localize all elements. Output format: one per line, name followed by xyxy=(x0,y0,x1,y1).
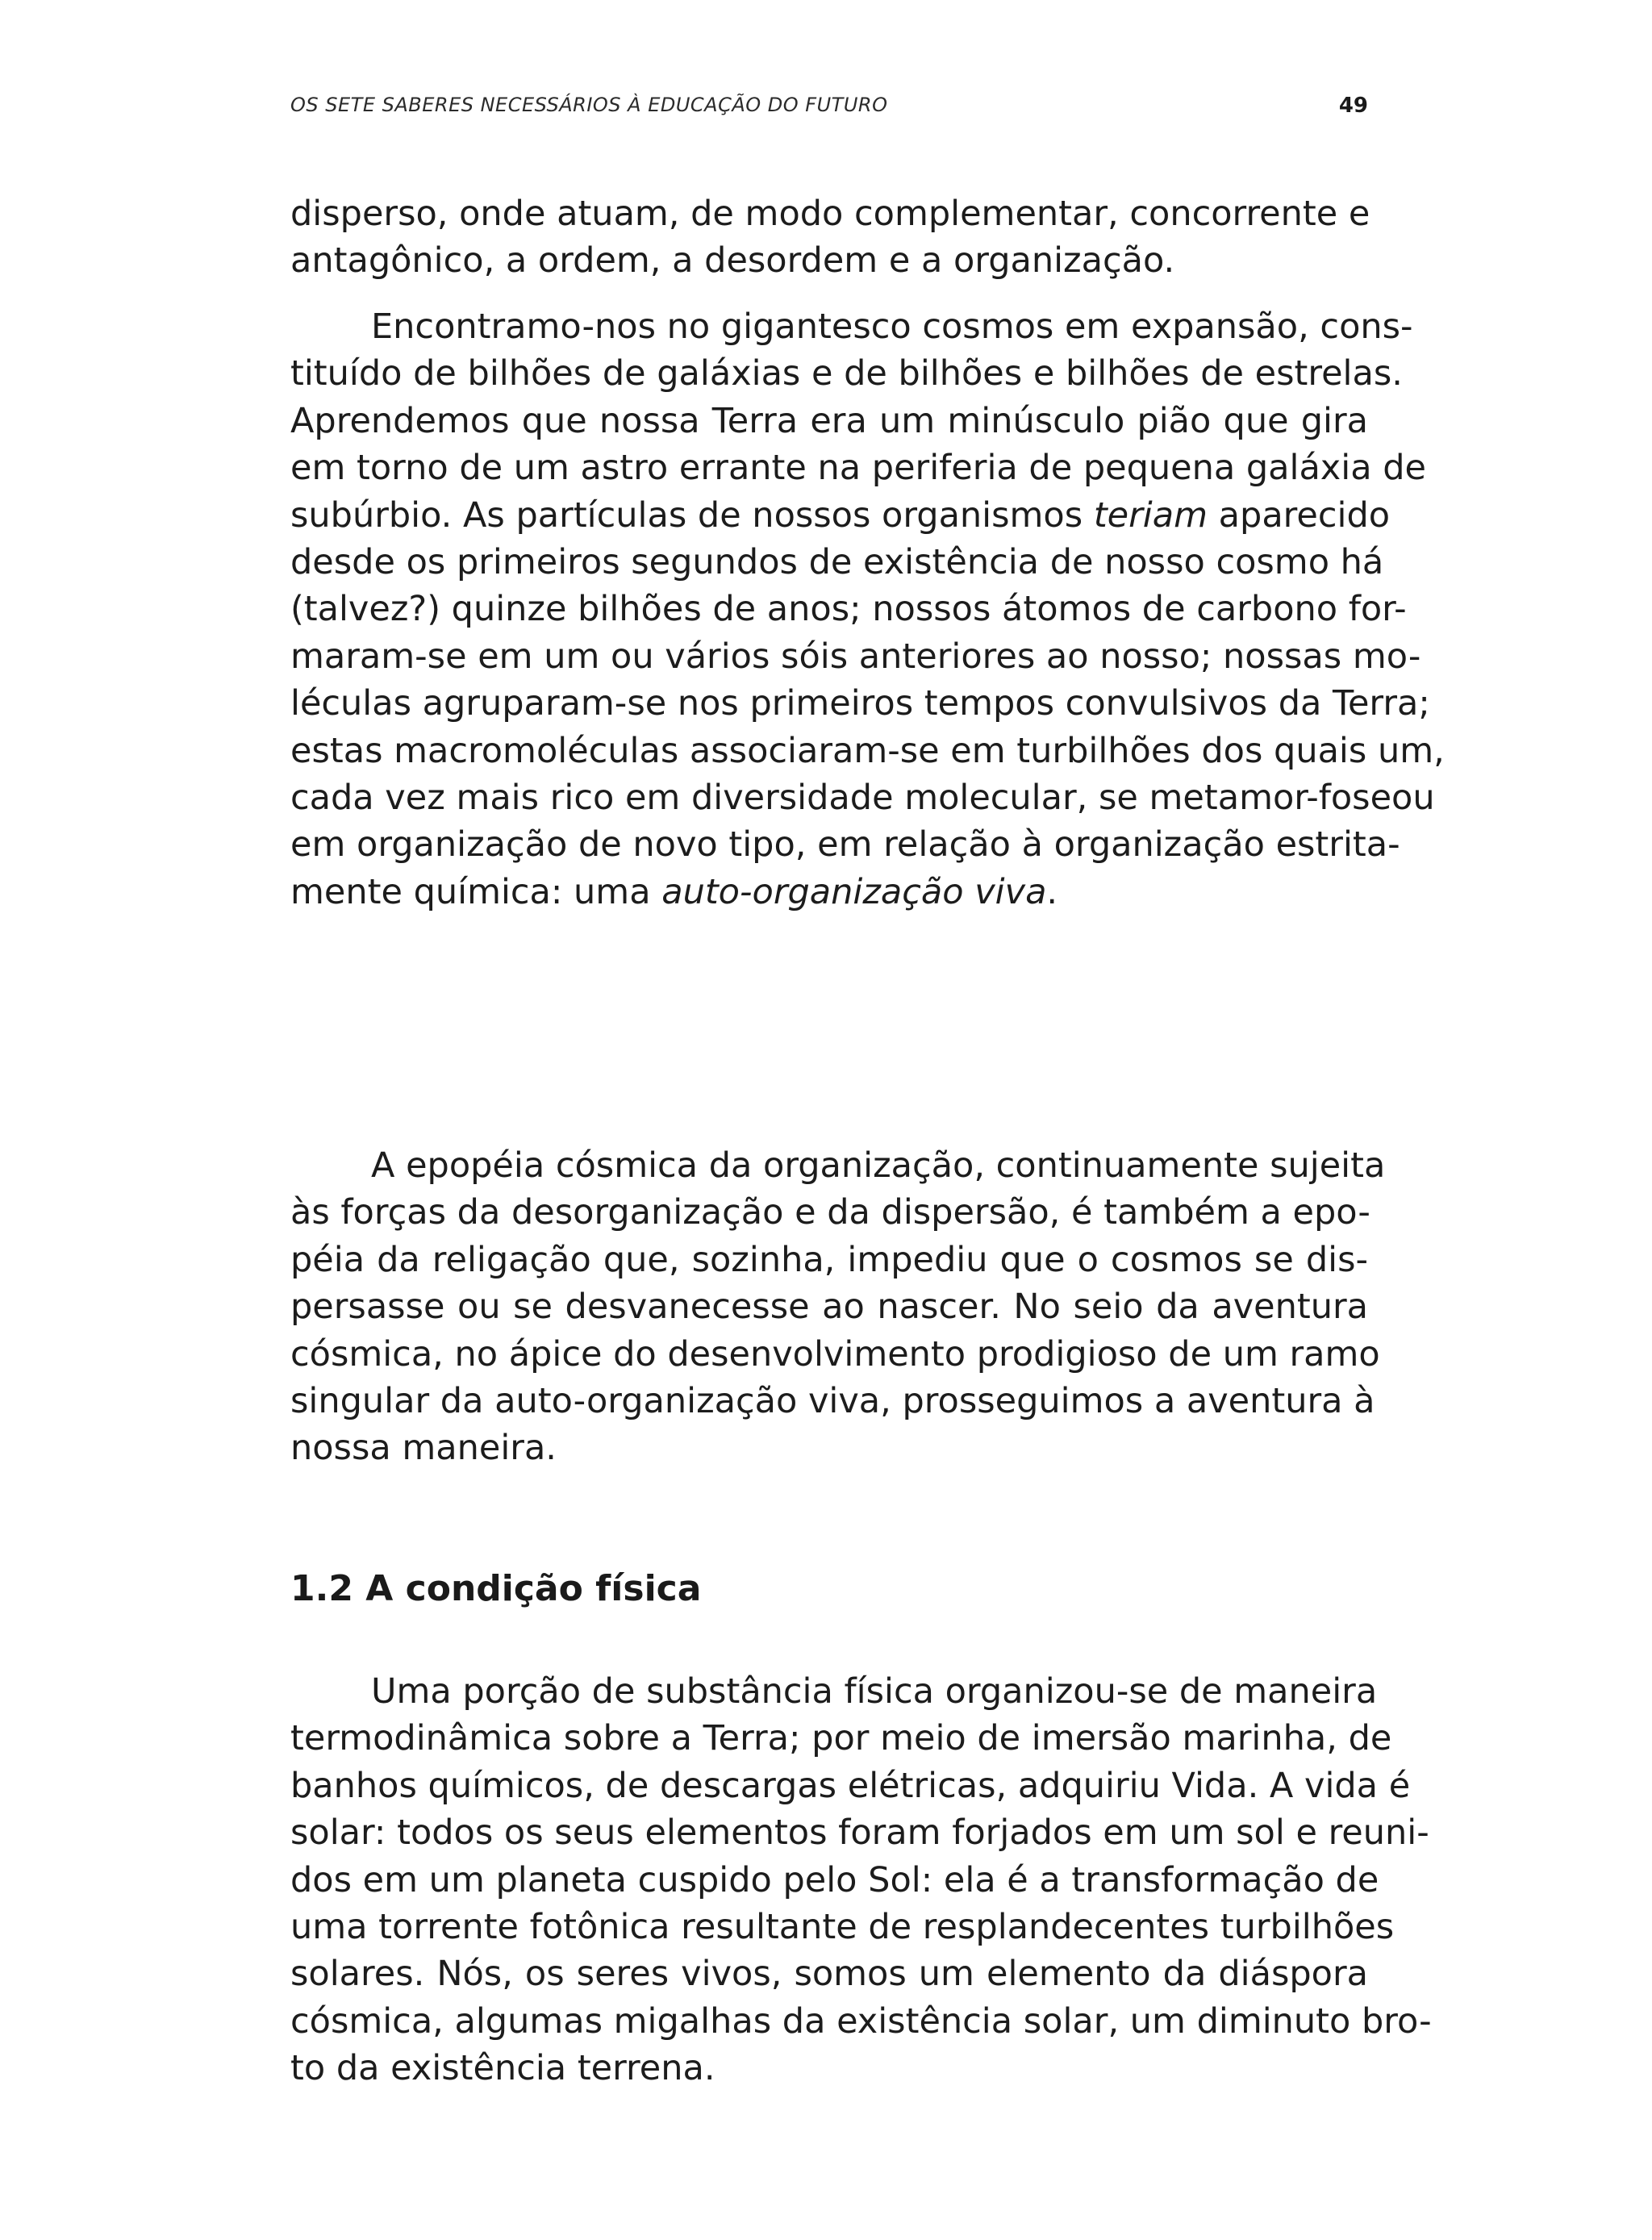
text-line: persasse ou se desvanecesse ao nascer. No seio da aventura xyxy=(290,1287,1368,1328)
paragraph-2 xyxy=(290,303,1445,916)
text-line: solares. Nós, os seres vivos, somos um elemento da diáspora xyxy=(290,1954,1368,1995)
text-line: termodinâmica sobre a Terra; por meio de imersão marinha, de xyxy=(290,1718,1392,1759)
text-line: maram-se em um ou vários sóis anteriores ao nosso; nossas mo- xyxy=(290,636,1421,677)
paragraph-3 xyxy=(290,1142,1386,1472)
text-line: solar: todos os seus elementos foram forjados em um sol e reuni- xyxy=(290,1812,1429,1854)
text-line: péia da religação que, sozinha, impediu que o cosmos se dis- xyxy=(290,1239,1368,1280)
text-line: to da existência terrena. xyxy=(290,2048,715,2089)
text-line: uma torrente fotônica resultante de resplandecentes turbilhões xyxy=(290,1906,1395,1947)
text-line: A epopéia cósmica da organização, continuamente sujeita xyxy=(371,1145,1386,1186)
section-heading: 1.2 A condição física xyxy=(290,1568,702,1609)
text-line-with-emphasis xyxy=(290,869,1368,916)
page-number: 49 xyxy=(1338,94,1368,118)
emphasis-teriam: teriam xyxy=(1093,494,1208,536)
text-line: Encontramo-nos no gigantesco cosmos em expansão, cons- xyxy=(371,307,1413,347)
text-line: antagônico, a ordem, a desordem e a organização. xyxy=(290,240,1175,282)
text-line: cósmica, algumas migalhas da existência solar, um diminuto bro- xyxy=(290,2000,1432,2042)
text-run: . xyxy=(1046,871,1058,912)
running-header xyxy=(290,94,1368,126)
text-line: banhos químicos, de descargas elétricas, adquiriu Vida. A vida é xyxy=(290,1765,1411,1806)
text-run: aparecido xyxy=(1208,494,1391,536)
text-line: léculas agruparam-se nos primeiros tempos convulsivos da Terra; xyxy=(290,683,1430,724)
emphasis-auto-organizacao-viva: auto-organização viva xyxy=(661,871,1047,912)
text-line: singular da auto-organização viva, prosseguimos a aventura à xyxy=(290,1380,1375,1421)
text-run: mente química: uma xyxy=(290,871,662,912)
text-line: dos em um planeta cuspido pelo Sol: ela é a transformação de xyxy=(290,1859,1379,1900)
text-line: disperso, onde atuam, de modo complementar, concorrente e xyxy=(290,194,1370,234)
text-line: nossa maneira. xyxy=(290,1428,557,1469)
text-line: cósmica, no ápice do desenvolvimento prodigioso de um ramo xyxy=(290,1333,1380,1374)
text-line: às forças da desorganização e da dispersão, é também a epo- xyxy=(290,1192,1370,1233)
text-line: Uma porção de substância física organizou-se de maneira xyxy=(371,1671,1378,1712)
text-run: subúrbio. As partículas de nossos organismos xyxy=(290,494,1094,536)
text-line: em torno de um astro errante na periferia de pequena galáxia de xyxy=(290,448,1426,489)
text-line: em organização de novo tipo, em relação à organização estrita- xyxy=(290,824,1400,866)
text-line: (talvez?) quinze bilhões de anos; nossos átomos de carbono for- xyxy=(290,589,1407,630)
paragraph-4 xyxy=(290,1668,1432,2092)
text-line-with-emphasis xyxy=(290,492,1391,539)
text-line: Aprendemos que nossa Terra era um minúsculo pião que gira xyxy=(290,400,1368,441)
paragraph-1 xyxy=(290,190,1368,285)
text-line: cada vez mais rico em diversidade molecular, se metamor-foseou xyxy=(290,777,1435,818)
text-line: estas macromoléculas associaram-se em turbilhões dos quais um, xyxy=(290,730,1445,771)
text-line: desde os primeiros segundos de existência de nosso cosmo há xyxy=(290,541,1384,582)
running-title: OS SETE SABERES NECESSÁRIOS À EDUCAÇÃO DO FUTURO xyxy=(290,94,888,116)
text-line: tituído de bilhões de galáxias e de bilhões e bilhões de estrelas. xyxy=(290,353,1403,394)
